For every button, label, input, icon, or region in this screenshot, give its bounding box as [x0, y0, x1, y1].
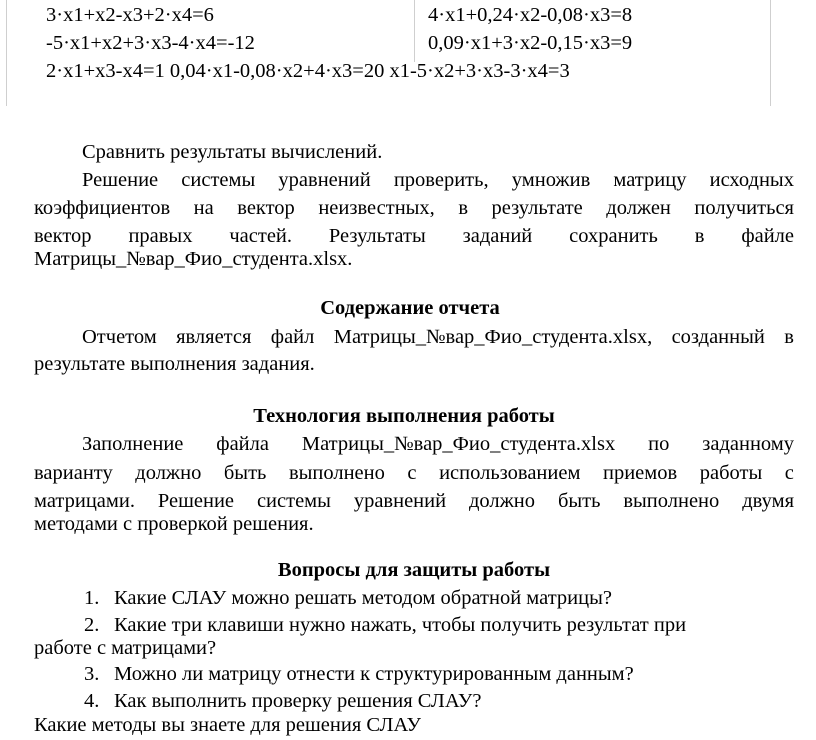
- check-paragraph-line-1: [82, 168, 794, 192]
- question-number: 4.: [84, 690, 100, 712]
- tech-paragraph-line-2: [34, 461, 794, 485]
- table-border-middle: [414, 0, 415, 62]
- question-number: 1.: [84, 587, 100, 609]
- word: Матрицы_№вар_Фио_студента.xlsx,: [333, 326, 653, 348]
- check-paragraph-line-4: Матрицы_№вар_Фио_студента.xlsx.: [34, 248, 353, 270]
- question-text: Можно ли матрицу отнести к структурированным данным?: [114, 663, 634, 685]
- word: файла: [216, 433, 269, 455]
- word: по: [648, 433, 670, 455]
- tech-paragraph-line-3: [34, 489, 794, 513]
- word: матрицами.: [34, 490, 135, 512]
- word: заданному: [702, 433, 794, 455]
- word: в: [458, 197, 469, 219]
- question-item-4: [84, 689, 481, 713]
- question-text: Какие три клавиши нужно нажать, чтобы получить результат при: [114, 614, 687, 636]
- report-paragraph-line-2: результате выполнения задания.: [34, 353, 315, 375]
- word: Матрицы_№вар_Фио_студента.xlsx: [301, 433, 616, 455]
- word: файле: [741, 225, 794, 247]
- word: в: [784, 326, 794, 348]
- word: Результаты: [328, 225, 426, 247]
- word: в: [694, 225, 705, 247]
- check-paragraph-line-2: [34, 196, 794, 220]
- word: частей.: [229, 225, 293, 247]
- word: умножив: [511, 169, 591, 191]
- word: получиться: [694, 197, 794, 219]
- word: исходных: [709, 169, 794, 191]
- table-cell-r1-right: 4·x1+0,24·x2-0,08·x3=8: [428, 4, 633, 26]
- trailing-question: Какие методы вы знаете для решения СЛАУ: [34, 714, 421, 736]
- word: заданий: [462, 225, 533, 247]
- table-border-left: [6, 0, 7, 106]
- report-heading: Содержание отчета: [320, 297, 500, 319]
- question-text: Как выполнить проверку решения СЛАУ?: [114, 690, 482, 712]
- word: Решение: [82, 169, 159, 191]
- word: системы: [181, 169, 256, 191]
- compare-paragraph: Сравнить результаты вычислений.: [82, 141, 383, 163]
- word: с: [407, 462, 417, 484]
- word: использованием: [439, 462, 581, 484]
- table-cell-r1-left: 3·x1+x2-x3+2·x4=6: [46, 4, 214, 26]
- word: на: [193, 197, 214, 219]
- word: неизвестных,: [318, 197, 435, 219]
- word: правых: [128, 225, 193, 247]
- word: проверить,: [393, 169, 489, 191]
- word: должен: [606, 197, 671, 219]
- word: работы: [699, 462, 763, 484]
- word: должно: [469, 490, 536, 512]
- word: Отчетом: [82, 326, 157, 348]
- word: матрицу: [613, 169, 687, 191]
- question-item-2: [84, 613, 686, 637]
- word: выполнено: [623, 490, 720, 512]
- word: с: [784, 462, 794, 484]
- word: системы: [256, 490, 331, 512]
- table-cell-r2-right: 0,09·x1+3·x2-0,15·x3=9: [428, 32, 633, 54]
- table-row-3: 2·x1+x3-x4=1 0,04·x1-0,08·x2+4·x3=20 x1-5·x2+3·x3-3·x4=3: [46, 60, 570, 82]
- word: уравнений: [353, 490, 447, 512]
- word: результате: [491, 197, 583, 219]
- word: Решение: [157, 490, 235, 512]
- word: созданный: [671, 326, 765, 348]
- word: должно: [135, 462, 202, 484]
- question-text: Какие СЛАУ можно решать методом обратной матрицы?: [114, 587, 612, 609]
- tech-heading: Технология выполнения работы: [253, 405, 555, 427]
- table-cell-r2-left: -5·x1+x2+3·x3-4·x4=-12: [46, 32, 255, 54]
- table-border-right: [770, 0, 771, 106]
- word: вектор: [237, 197, 295, 219]
- word: приемов: [602, 462, 678, 484]
- check-paragraph-line-3: [34, 224, 794, 248]
- question-number: 3.: [84, 663, 100, 685]
- tech-paragraph-line-4: методами с проверкой решения.: [34, 513, 314, 535]
- word: быть: [557, 490, 601, 512]
- word: вектор: [34, 225, 92, 247]
- word: является: [176, 326, 252, 348]
- word: сохранить: [569, 225, 658, 247]
- word: варианту: [34, 462, 113, 484]
- word: коэффициентов: [34, 197, 171, 219]
- report-paragraph-line-1: [82, 325, 794, 349]
- word: файл: [270, 326, 315, 348]
- word: двумя: [742, 490, 794, 512]
- question-item-2-continuation: работе с матрицами?: [34, 637, 217, 659]
- questions-heading: Вопросы для защиты работы: [277, 559, 551, 581]
- word: быть: [223, 462, 267, 484]
- word: уравнений: [278, 169, 371, 191]
- word: выполнено: [288, 462, 385, 484]
- tech-paragraph-line-1: [82, 432, 794, 456]
- question-item-1: [84, 586, 612, 610]
- question-number: 2.: [84, 614, 100, 636]
- word: Заполнение: [82, 433, 184, 455]
- question-item-3: [84, 662, 634, 686]
